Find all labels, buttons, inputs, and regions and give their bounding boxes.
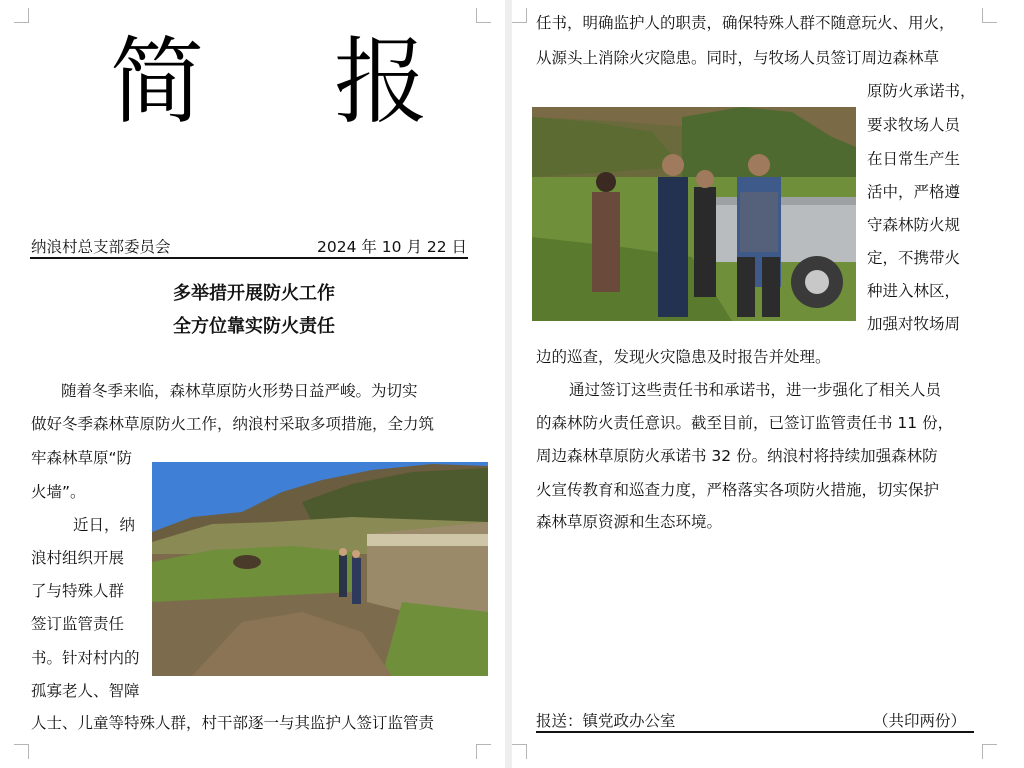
body-line: 从源头上消除火灾隐患。同时，与牧场人员签订周边森林草 (536, 49, 940, 67)
body-line: 随着冬季来临，森林草原防火形势日益严峻。为切实 (61, 382, 418, 400)
report-title: 简 报 (110, 28, 478, 137)
document-page-right (512, 0, 1024, 768)
body-line: 签订监管责任 (31, 615, 125, 633)
body-line: 周边森林草原防火承诺书 32 份。纳浪村将持续加强森林防 (536, 447, 938, 465)
body-line: 定，不携带火 (867, 249, 961, 267)
headline-line-1: 多举措开展防火工作 (173, 283, 335, 304)
body-line: 火宣传教育和巡查力度，严格落实各项防火措施，切实保护 (536, 481, 940, 499)
issuer-name: 纳浪村总支部委员会 (31, 238, 171, 256)
crop-mark-bottom-right (982, 744, 997, 759)
body-line: 书。针对村内的 (31, 649, 140, 667)
page-gutter (505, 0, 512, 768)
body-line: 牢森林草原“防 (31, 449, 133, 467)
crop-mark-top-left (512, 8, 527, 23)
body-line: 浪村组织开展 (31, 549, 125, 567)
body-line: 种进入林区， (867, 282, 961, 300)
body-line: 做好冬季森林草原防火工作，纳浪村采取多项措施，全力筑 (31, 415, 435, 433)
body-line: 火墙”。 (31, 483, 86, 501)
body-line: 通过签订这些责任书和承诺书，进一步强化了相关人员 (569, 381, 942, 399)
report-date: 2024 年 10 月 22 日 (317, 238, 468, 256)
crop-mark-top-left (14, 8, 29, 23)
document-page-left (0, 0, 505, 768)
body-line: 近日，纳 (73, 516, 136, 534)
headline-line-2: 全方位靠实防火责任 (173, 316, 335, 337)
crop-mark-top-right (982, 8, 997, 23)
body-line: 任书，明确监护人的职责，确保特殊人群不随意玩火、用火， (536, 14, 955, 32)
body-line: 孤寡老人、智障 (31, 682, 140, 700)
body-line: 活中，严格遵 (867, 183, 961, 201)
body-line: 要求牧场人员 (867, 116, 961, 134)
body-line: 边的巡查，发现火灾隐患及时报告并处理。 (536, 348, 831, 366)
body-line: 在日常生产生 (867, 150, 961, 168)
crop-mark-bottom-left (14, 744, 29, 759)
crop-mark-bottom-left (512, 744, 527, 759)
crop-mark-bottom-right (476, 744, 491, 759)
body-line: 人士、儿童等特殊人群，村干部逐一与其监护人签订监管责 (31, 714, 435, 732)
body-line: 森林草原资源和生态环境。 (536, 513, 723, 531)
crop-mark-top-right (476, 8, 491, 23)
body-line: 原防火承诺书， (867, 82, 976, 100)
body-line: 守森林防火规 (867, 216, 961, 234)
copies-note: （共印两份） (873, 712, 967, 730)
body-line: 了与特殊人群 (31, 582, 125, 600)
header-rule (30, 257, 468, 259)
body-line: 加强对牧场周 (867, 315, 961, 333)
village-pasture-photo (152, 462, 488, 676)
sent-to-line: 报送：镇党政办公室 (536, 712, 676, 730)
herders-signing-photo (532, 107, 856, 321)
footer-rule (536, 731, 974, 733)
body-line: 的森林防火责任意识。截至目前，已签订监管责任书 11 份， (536, 414, 954, 432)
